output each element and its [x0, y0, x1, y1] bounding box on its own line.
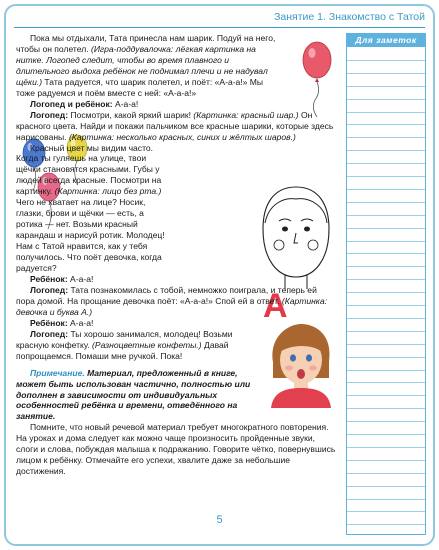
notes-line [347, 499, 425, 500]
paragraph-red-color: Красный цвет мы видим часто. Когда ты гуляешь на улице, твои щёчки становятся красными. Губы у людей всегда красные. Посмотри на картинку. (Картинка: лицо без рта.) Чего не хватает на лице? Носик, глазки, брови и щёчки — есть, а ротика — нет. Возьми красный карандаш и нарисуй ротик. Молодец! Нам с Татой нравится, как у тебя получилось. Что поёт девочка, когда радуется? [16, 142, 165, 274]
notes-line [347, 124, 425, 125]
paragraph-repetition: Помните, что новый речевой материал требует многократного повторения. На уроках и дома следует как можно чаще произносить пройденные звуки, слоги и слова, побуждая малыша к подражанию. Говорите чётко, повернувшись лицом к ребёнку. Отмечайте его успехи, хвалите даже за небольшие достижения. [16, 422, 336, 477]
notes-line [347, 241, 425, 242]
notes-line [347, 215, 425, 216]
notes-line [347, 73, 425, 74]
header-divider [14, 27, 425, 28]
notes-line [347, 189, 425, 190]
notes-line [347, 382, 425, 383]
notes-line [347, 99, 425, 100]
notes-title: Для заметок [346, 33, 426, 47]
notes-line [347, 202, 425, 203]
notes-line [347, 163, 425, 164]
notes-line [347, 318, 425, 319]
notes-line [347, 357, 425, 358]
notes-line [347, 331, 425, 332]
line-red-balloon: Логопед: Посмотри, какой яркий шарик! (Картинка: красный шар.) Он красного цвета. Найди и покажи пальчиком все красные шарики, которые здесь нарисованы. (Картинка: несколько красных, синих и жёлтых шаров.) [16, 109, 334, 142]
notes-line [347, 266, 425, 267]
notes-line [347, 253, 425, 254]
notes-line [347, 60, 425, 61]
notes-line [347, 395, 425, 396]
line-candy: Логопед: Ты хорошо занимался, молодец! Возьми красную конфетку. (Разноцветные конфеты.) Давай попрощаемся. Помаши мне ручкой. Пока! [16, 328, 233, 361]
notes-line [347, 150, 425, 151]
notes-line [347, 176, 425, 177]
notes-line [347, 344, 425, 345]
line-child-1: Ребёнок: А-а-а! [30, 273, 94, 284]
note-paragraph: Примечание. Материал, предложенный в книге, может быть использован частично, полностью или дополнен в зависимости от индивидуальных особенностей ребёнка и времени, отведённого на занятие. [16, 367, 251, 422]
notes-line [347, 279, 425, 280]
page-number: 5 [216, 514, 223, 526]
notes-line [347, 137, 425, 138]
line-child-2: Ребёнок: А-а-а! [30, 317, 94, 328]
notes-line [347, 228, 425, 229]
line-goodbye: Логопед: Тата познакомилась с тобой, немножко поиграла, и теперь ей пора домой. На прощание девочка поёт: «А-а-а!» Спой ей в ответ. (Картинка: девочка и буква А.) [16, 284, 327, 317]
paragraph-balloon-game: Пока мы отдыхали, Тата принесла нам шарик. Подуй на него, чтобы он полетел. (Игра-поддувалочка: лёгкая картинка на нитке. Логопед следит, чтобы во время плавного и длительного выдоха ребёнок не поднимал плечи и не надувал щёки.) Тата радуется, что шарик полетел, и поёт: «А-а-а!» Мы тоже радуемся и поём вместе с ней: «А-а-а!» [16, 33, 276, 98]
notes-line [347, 473, 425, 474]
notes-line [347, 434, 425, 435]
main-text [16, 33, 336, 477]
notes-line [347, 292, 425, 293]
notes-column [346, 33, 426, 533]
notes-line [347, 511, 425, 512]
notes-line [347, 447, 425, 448]
notes-lines [346, 47, 426, 535]
notes-line [347, 408, 425, 409]
notes-line [347, 460, 425, 461]
notes-line [347, 421, 425, 422]
notes-line [347, 486, 425, 487]
line-together: Логопед и ребёнок: А-а-а! [30, 98, 139, 109]
notes-line [347, 112, 425, 113]
notes-line [347, 86, 425, 87]
notes-line [347, 305, 425, 306]
notes-line [347, 370, 425, 371]
letter-a: А [263, 287, 288, 325]
page-header: Занятие 1. Знакомство с Татой [274, 11, 425, 23]
